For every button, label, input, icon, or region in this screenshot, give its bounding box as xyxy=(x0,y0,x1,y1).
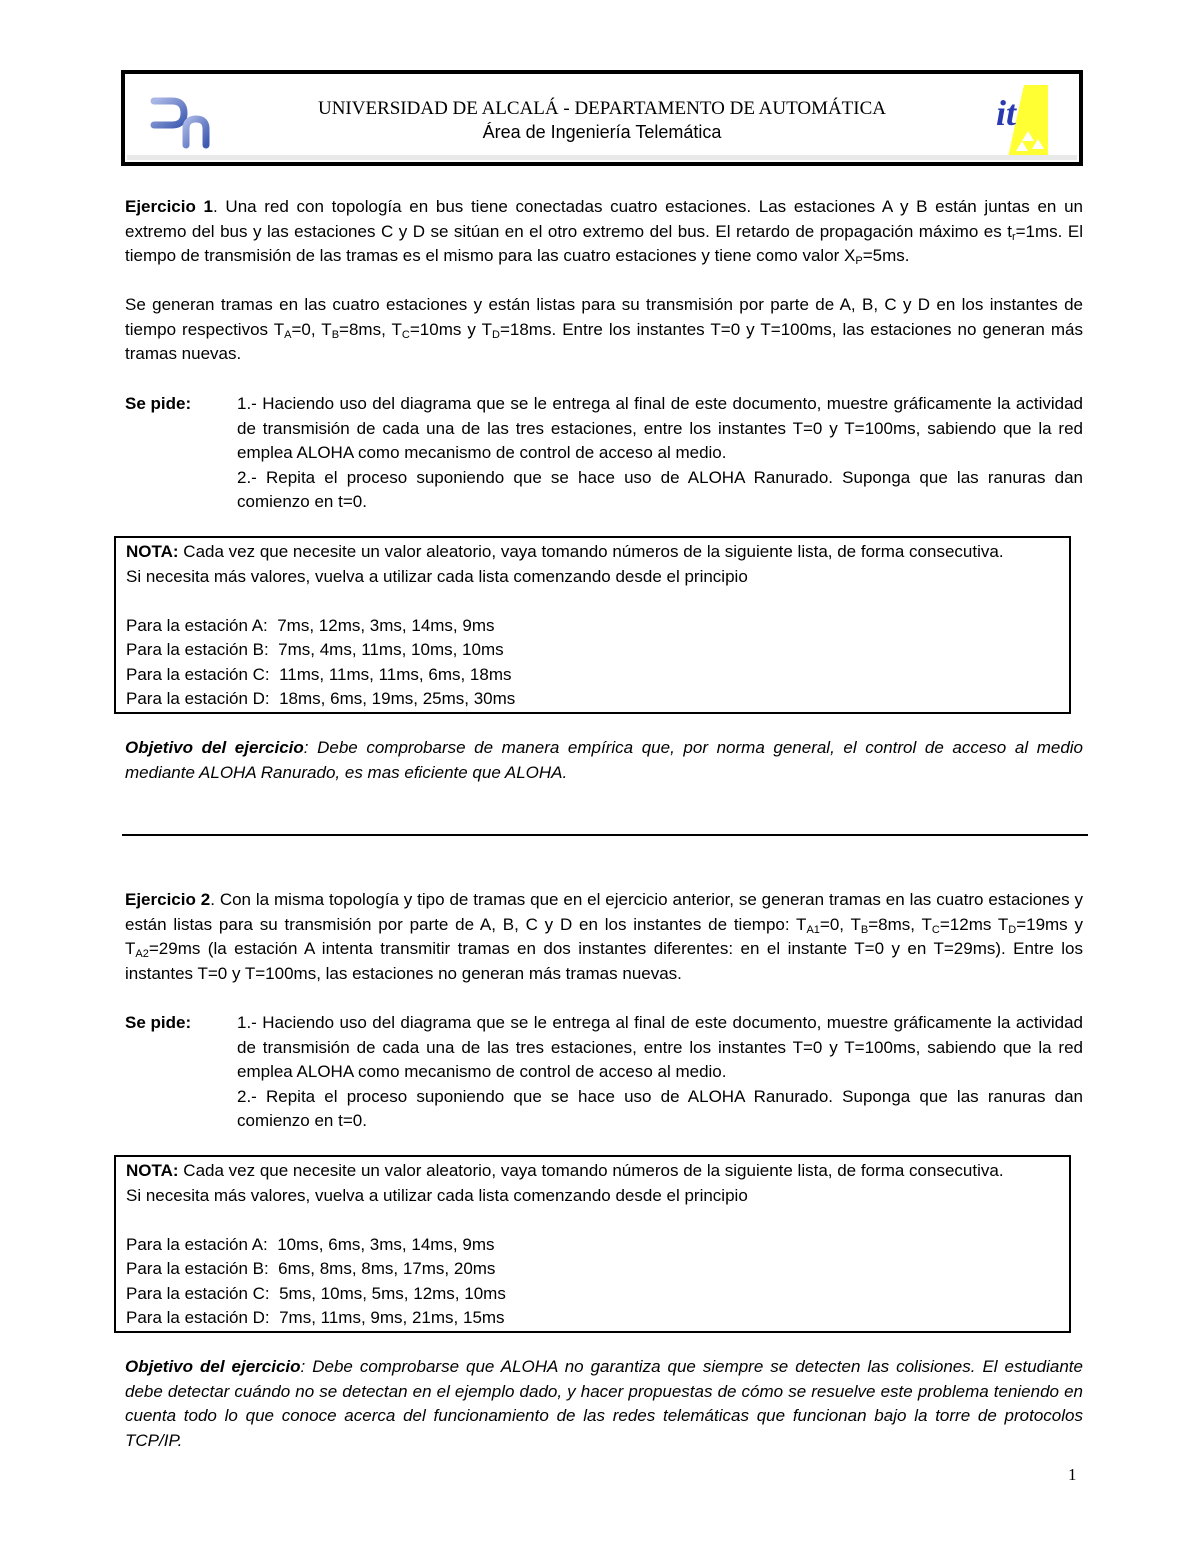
nota-text: Cada vez que necesite un valor aleatorio, vaya tomando números de la siguiente lista, de forma consecutiva. xyxy=(178,542,1004,561)
subscript: A1 xyxy=(806,923,820,936)
ex2-nota-box xyxy=(114,1155,1071,1333)
station-row xyxy=(126,638,1059,663)
subscript: D xyxy=(492,328,500,341)
ex1-title: Ejercicio 1 xyxy=(125,197,214,216)
ex1-text: =8ms, T xyxy=(339,319,402,339)
page-number: 1 xyxy=(1068,1465,1077,1484)
nota-label: NOTA: xyxy=(126,1161,179,1180)
station-values: 18ms, 6ms, 19ms, 25ms, 30ms xyxy=(279,689,516,708)
objetivo-text: : Debe comprobarse que ALOHA no garantiza que siempre se detecten las colisiones. El estudiante debe detectar cuándo no se detectan en el ejemplo dado, y hacer propuestas de cómo se resuelve este problema teniendo en cuenta todo lo que conoce acerca del funcionamiento de las redes telemáticas que funcionan bajo la torre de protocolos TCP/IP. xyxy=(125,1357,1083,1450)
station-row xyxy=(126,1282,1059,1307)
station-row xyxy=(126,614,1059,639)
ex2-text: . Con la misma topología y tipo de tramas que en el ejercicio anterior, se generan tramas en las cuatro estaciones y están listas para su transmisión por parte de A, B, C y D en los instantes de tiempo: T xyxy=(125,890,1083,934)
subscript: A2 xyxy=(135,948,149,960)
station-label: Para la estación A: xyxy=(126,615,268,635)
ex2-text: =12ms T xyxy=(939,914,1009,934)
objetivo-label: Objetivo del ejercicio xyxy=(125,738,304,757)
objetivo-text: : Debe comprobarse de manera empírica que, por norma general, el control de acceso al medio mediante ALOHA Ranurado, es mas eficiente que ALOHA. xyxy=(125,738,1084,782)
station-label: Para la estación D: xyxy=(126,1308,270,1327)
ex2-text: =0, T xyxy=(819,914,861,934)
department-logo xyxy=(150,93,216,151)
station-row xyxy=(126,663,1059,688)
document-header xyxy=(121,70,1083,166)
university-title: UNIVERSIDAD DE ALCALÁ - DEPARTAMENTO DE AUTOMÁTICA xyxy=(317,98,887,119)
ex1-text: . Una red con topología en bus tiene conectadas cuatro estaciones. Las estaciones A y B están juntas en un extremo del bus y las estaciones C y D se sitúan en el otro extremo del bus. El retardo de propagación máximo es t xyxy=(125,197,1083,241)
ex1-pide-label: Se pide: xyxy=(125,394,192,413)
nota-text-2: Si necesita más valores, vuelva a utilizar cada lista comenzando desde el principio xyxy=(126,1185,748,1205)
ex1-text: =1ms. El tiempo de transmisión de las tramas es el mismo para las cuatro estaciones y tiene como valor X xyxy=(125,221,1083,265)
ex2-pide-item-1: 1.- Haciendo uso del diagrama que se le entrega al final de este documento, muestre gráficamente la actividad de transmisión de cada una de las tres estaciones, entre los instantes T=0 y T=100ms, sabiendo que la red emplea ALOHA como mecanismo de control de acceso al medio. xyxy=(237,1013,1083,1081)
ex1-text: Se generan tramas en las cuatro estaciones y están listas para su transmisión por parte de A, B, C y D en los instantes de tiempo respectivos T xyxy=(125,295,1083,339)
objetivo-label: Objetivo del ejercicio xyxy=(125,1357,301,1376)
ex1-text: =0, T xyxy=(291,319,332,339)
station-row xyxy=(126,1306,1059,1331)
area-title: Área de Ingeniería Telemática xyxy=(482,122,722,142)
subscript: P xyxy=(855,255,863,267)
ex1-text: =5ms. xyxy=(862,246,910,265)
ex2-statement xyxy=(125,888,1083,986)
subscript: B xyxy=(860,923,869,936)
header-titles xyxy=(224,97,980,143)
section-divider xyxy=(122,834,1088,836)
station-label: Para la estación D: xyxy=(126,689,270,708)
nota-text: Cada vez que necesite un valor aleatorio, vaya tomando números de la siguiente lista, de forma consecutiva. xyxy=(178,1161,1004,1180)
ex1-objetivo xyxy=(125,736,1083,785)
ex2-pide-item-2: 2.- Repita el proceso suponiendo que se hace uso de ALOHA Ranurado. Suponga que las ranuras dan comienzo en t=0. xyxy=(237,1086,1083,1130)
station-row xyxy=(126,1233,1059,1258)
ex1-pide-list xyxy=(237,392,1083,515)
ex2-pide-list xyxy=(237,1011,1083,1134)
ex2-text: =19ms y T xyxy=(125,914,1083,958)
ex1-nota-box xyxy=(114,536,1071,714)
subscript: D xyxy=(1008,923,1017,936)
station-values: 10ms, 6ms, 3ms, 14ms, 9ms xyxy=(277,1234,495,1254)
nota-text-2: Si necesita más valores, vuelva a utilizar cada lista comenzando desde el principio xyxy=(126,566,748,586)
station-label: Para la estación B: xyxy=(126,1259,269,1278)
ex1-statement xyxy=(125,195,1083,269)
subscript: B xyxy=(331,328,340,341)
station-label: Para la estación B: xyxy=(126,640,269,659)
station-values: 5ms, 10ms, 5ms, 12ms, 10ms xyxy=(279,1283,506,1303)
department-logo-text: Dn xyxy=(150,93,152,94)
station-values: 7ms, 12ms, 3ms, 14ms, 9ms xyxy=(277,615,495,635)
station-values: 11ms, 11ms, 11ms, 6ms, 18ms xyxy=(279,664,512,684)
nota-label: NOTA: xyxy=(126,542,179,561)
station-label: Para la estación C: xyxy=(126,664,270,684)
ex1-text: =18ms. Entre los instantes T=0 y T=100ms, las estaciones no generan más tramas nuevas. xyxy=(125,319,1084,363)
station-label: Para la estación A: xyxy=(126,1234,268,1254)
ex2-objetivo xyxy=(125,1355,1083,1453)
ex2-text: =29ms (la estación A intenta transmitir tramas en dos instantes diferentes: en el instante T=0 y en T=29ms). Entre los instantes T=0 y T=100ms, las estaciones no generan más tramas nuevas. xyxy=(125,939,1083,983)
station-row xyxy=(126,687,1059,712)
subscript: r xyxy=(1011,230,1016,243)
ex1-paragraph-2 xyxy=(125,293,1083,367)
station-values: 7ms, 11ms, 9ms, 21ms, 15ms xyxy=(279,1308,505,1327)
telematics-logo-text: it xyxy=(996,93,1017,133)
ex2-text: =8ms, T xyxy=(868,914,932,934)
subscript: C xyxy=(931,923,940,936)
ex2-title: Ejercicio 2 xyxy=(125,890,211,909)
subscript: A xyxy=(284,328,292,341)
ex2-pide-label: Se pide: xyxy=(125,1013,192,1032)
ex1-pide-item-2: 2.- Repita el proceso suponiendo que se hace uso de ALOHA Ranurado. Suponga que las ranuras dan comienzo en t=0. xyxy=(237,467,1083,511)
telematics-logo xyxy=(994,81,1048,157)
ex1-pide-item-1: 1.- Haciendo uso del diagrama que se le entrega al final de este documento, muestre gráficamente la actividad de transmisión de cada una de las tres estaciones, entre los instantes T=0 y T=100ms, sabiendo que la red emplea ALOHA como mecanismo de control de acceso al medio. xyxy=(237,394,1083,462)
station-values: 6ms, 8ms, 8ms, 17ms, 20ms xyxy=(278,1259,496,1278)
station-row xyxy=(126,1257,1059,1282)
subscript: C xyxy=(401,328,410,341)
station-label: Para la estación C: xyxy=(126,1283,270,1303)
station-values: 7ms, 4ms, 11ms, 10ms, 10ms xyxy=(278,640,504,659)
ex1-text: =10ms y T xyxy=(409,319,493,339)
